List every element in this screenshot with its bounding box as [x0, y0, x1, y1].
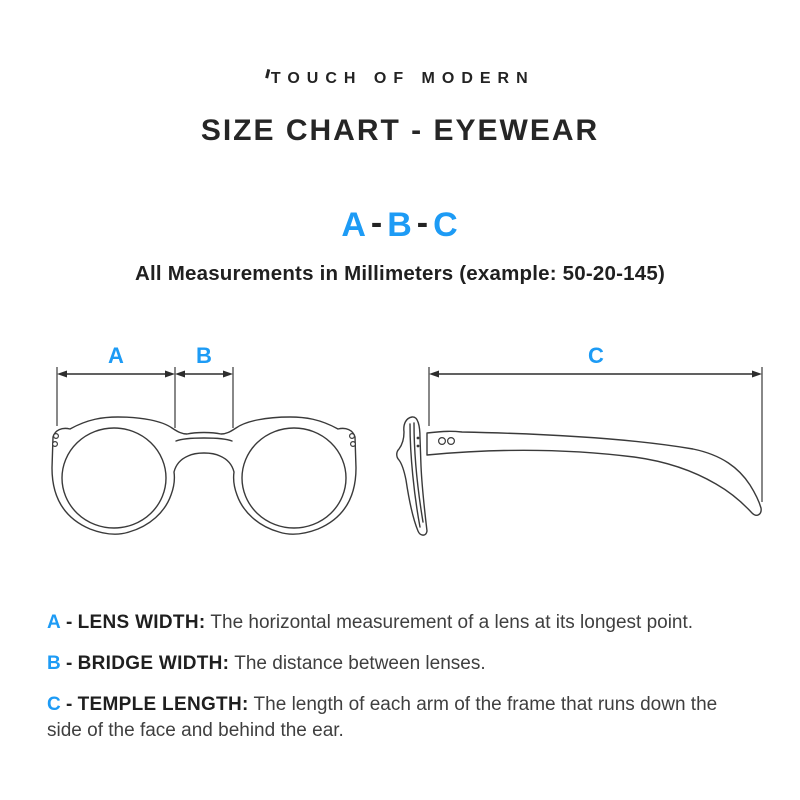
formula-letter-c: C — [433, 206, 459, 244]
formula-dash: - — [370, 204, 384, 242]
definition-description: The horizontal measurement of a lens at its longest point. — [210, 612, 694, 633]
formula-letter-a: A — [341, 206, 367, 244]
definition-dash: - — [66, 694, 73, 715]
dimension-b — [175, 343, 233, 428]
definition-term: LENS WIDTH: — [77, 612, 206, 633]
frame-front-outline — [52, 417, 356, 534]
definition-row-a — [47, 610, 757, 636]
arrowhead-left — [57, 371, 67, 378]
definition-description: The length of each arm of the frame that runs down the side of the face and behind the ear. — [47, 694, 718, 741]
hinge-rivet — [448, 438, 455, 445]
definition-letter: A — [47, 612, 61, 633]
left-rivet-dot — [53, 442, 58, 447]
measurement-units-note: All Measurements in Millimeters (example: 50-20-145) — [135, 262, 665, 285]
definition-term: BRIDGE WIDTH: — [77, 653, 230, 674]
definition-row-c — [47, 692, 757, 744]
arrowhead-right — [223, 371, 233, 378]
formula-letter-b: B — [387, 206, 413, 244]
definition-letter: C — [47, 694, 61, 715]
hinge-screw-dot — [417, 445, 420, 448]
definition-term: TEMPLE LENGTH: — [77, 694, 249, 715]
measurement-formula — [0, 206, 800, 245]
temple-arm — [427, 431, 761, 515]
dimension-b-label: B — [196, 343, 212, 368]
right-rivet-dot — [351, 442, 356, 447]
front-view-glasses — [52, 417, 356, 534]
page-title: SIZE CHART - EYEWEAR — [200, 114, 600, 147]
arrowhead-right — [165, 371, 175, 378]
definition-row-b — [47, 651, 757, 677]
side-view-glasses — [397, 417, 761, 535]
definition-letter: B — [47, 653, 61, 674]
left-rivet-dot — [54, 434, 59, 439]
eyewear-diagram — [0, 340, 800, 575]
hinge-rivet — [439, 438, 446, 445]
definition-dash: - — [66, 612, 73, 633]
arrowhead-right — [752, 371, 762, 378]
definition-description: The distance between lenses. — [234, 653, 486, 674]
logo-tick-mark — [266, 69, 271, 78]
dimension-c-label: C — [588, 343, 604, 368]
definitions-list — [47, 610, 757, 759]
formula-dash: - — [416, 204, 430, 242]
definition-dash: - — [66, 653, 73, 674]
right-rivet-dot — [350, 434, 355, 439]
brand-logo — [0, 70, 800, 88]
dimension-a-label: A — [108, 343, 124, 368]
brand-logo-text: TOUCH OF MODERN — [270, 70, 535, 87]
hinge-screw-dot — [417, 437, 420, 440]
dimension-a — [57, 343, 175, 428]
arrowhead-left — [175, 371, 185, 378]
arrowhead-left — [429, 371, 439, 378]
